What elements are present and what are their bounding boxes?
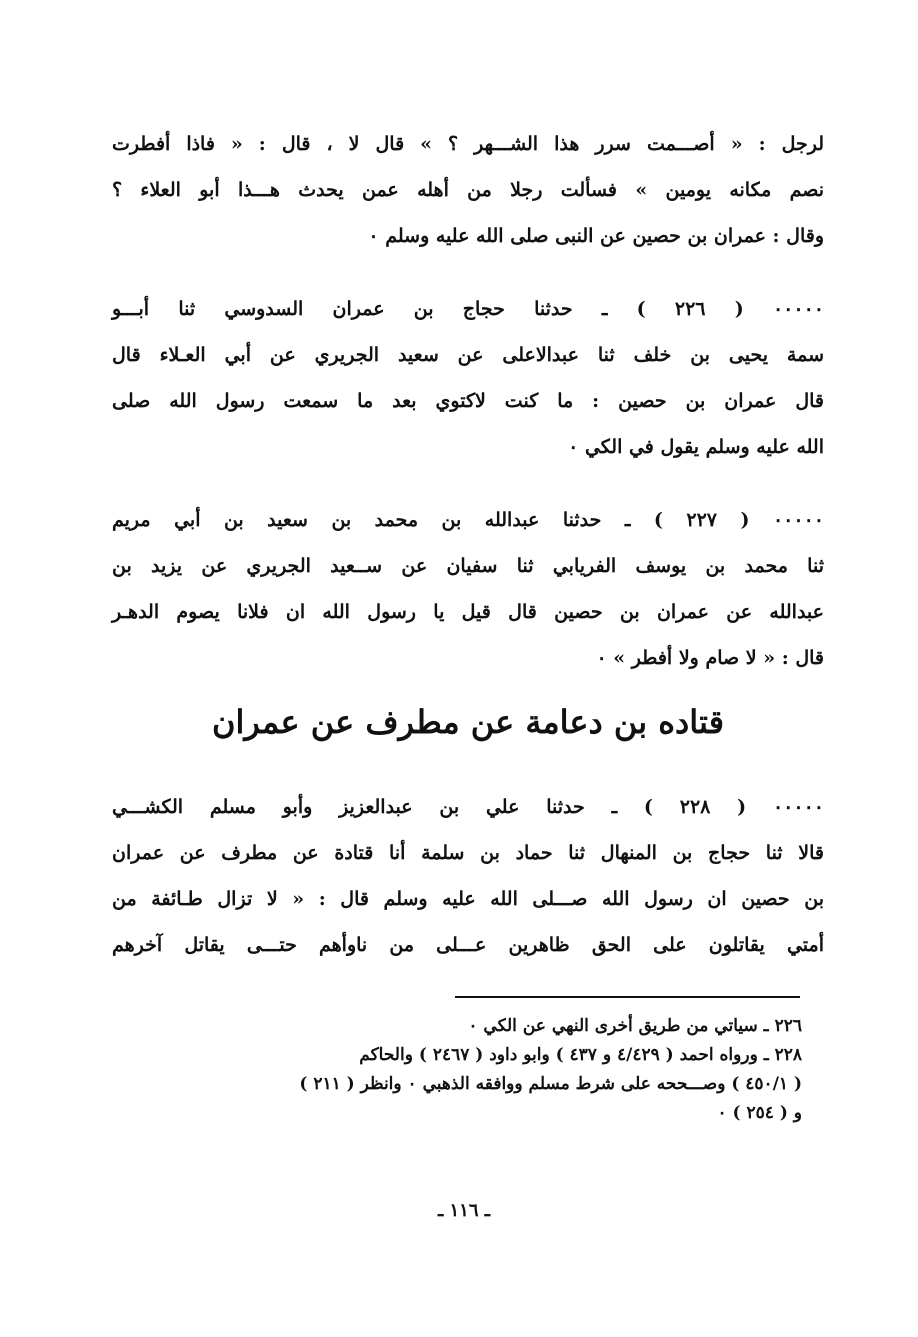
footnote-line: ٢٢٦ ـ سياتي من طريق أخرى النهي عن الكي ٠ bbox=[468, 1016, 802, 1036]
text-line: قال عمران بن حصين : ما كنت لاكتوي بعد ما سمعت رسول الله صلى bbox=[112, 390, 824, 412]
page-number: ـ ١١٦ ـ bbox=[437, 1200, 491, 1221]
text-line: لرجل : « أصـــمت سرر هذا الشـــهر ؟ » قال لا ، قال : « فاذا أفطرت bbox=[112, 133, 824, 155]
text-line: قال : « لا صام ولا أفطر » ٠ bbox=[596, 647, 824, 669]
text-line: الله عليه وسلم يقول في الكي ٠ bbox=[568, 436, 824, 458]
footnote-line: و ( ٢٥٤ ) ٠ bbox=[717, 1103, 802, 1123]
text-line: ٠٠٠٠٠ ( ٢٢٧ ) ـ حدثنا عبدالله بن محمد بن سعيد بن أبي مريم bbox=[112, 509, 824, 531]
section-heading: قتاده بن دعامة عن مطرف عن عمران bbox=[212, 703, 724, 741]
hadith-228 bbox=[112, 784, 824, 968]
text-line: ٠٠٠٠٠ ( ٢٢٦ ) ـ حدثنا حجاج بن عمران السدوسي ثنا أبـــو bbox=[112, 298, 824, 320]
footnote-divider bbox=[455, 996, 800, 998]
footnote-line: ( ٤٥٠/١ ) وصـــححه على شرط مسلم ووافقه الذهبي ٠ وانظر ( ٢١١ ) bbox=[299, 1074, 802, 1094]
text-line: أمتي يقاتلون على الحق ظاهرين عـــلى من ناوأهم حتـــى يقاتل آخرهم bbox=[112, 934, 824, 956]
footnotes bbox=[112, 1012, 802, 1128]
text-line: وقال : عمران بن حصين عن النبى صلى الله عليه وسلم ٠ bbox=[368, 225, 824, 247]
text-line: قالا ثنا حجاج بن المنهال ثنا حماد بن سلمة أنا قتادة عن مطرف عن عمران bbox=[112, 842, 824, 864]
text-line: بن حصين ان رسول الله صـــلى الله عليه وسلم قال : « لا تزال طـائفة من bbox=[112, 888, 824, 910]
text-line: ٠٠٠٠٠ ( ٢٢٨ ) ـ حدثنا علي بن عبدالعزيز وأبو مسلم الكشـــي bbox=[112, 796, 824, 818]
footnote-line: ٢٢٨ ـ ورواه احمد ( ٤/٤٢٩ و ٤٣٧ ) وابو داود ( ٢٤٦٧ ) والحاكم bbox=[359, 1045, 802, 1065]
text-line: نصم مكانه يومين » فسألت رجلا من أهله عمن يحدث هـــذا أبو العلاء ؟ bbox=[112, 179, 824, 201]
text-line: ثنا محمد بن يوسف الفريابي ثنا سفيان عن ســعيد الجريري عن يزيد بن bbox=[112, 555, 824, 577]
hadith-227 bbox=[112, 497, 824, 681]
paragraph-1 bbox=[112, 121, 824, 259]
text-line: عبدالله عن عمران بن حصين قال قيل يا رسول الله ان فلانا يصوم الدهـر bbox=[112, 601, 824, 623]
text-line: سمة يحيى بن خلف ثنا عبدالاعلى عن سعيد الجريري عن أبي العـلاء قال bbox=[112, 344, 824, 366]
hadith-226 bbox=[112, 286, 824, 470]
